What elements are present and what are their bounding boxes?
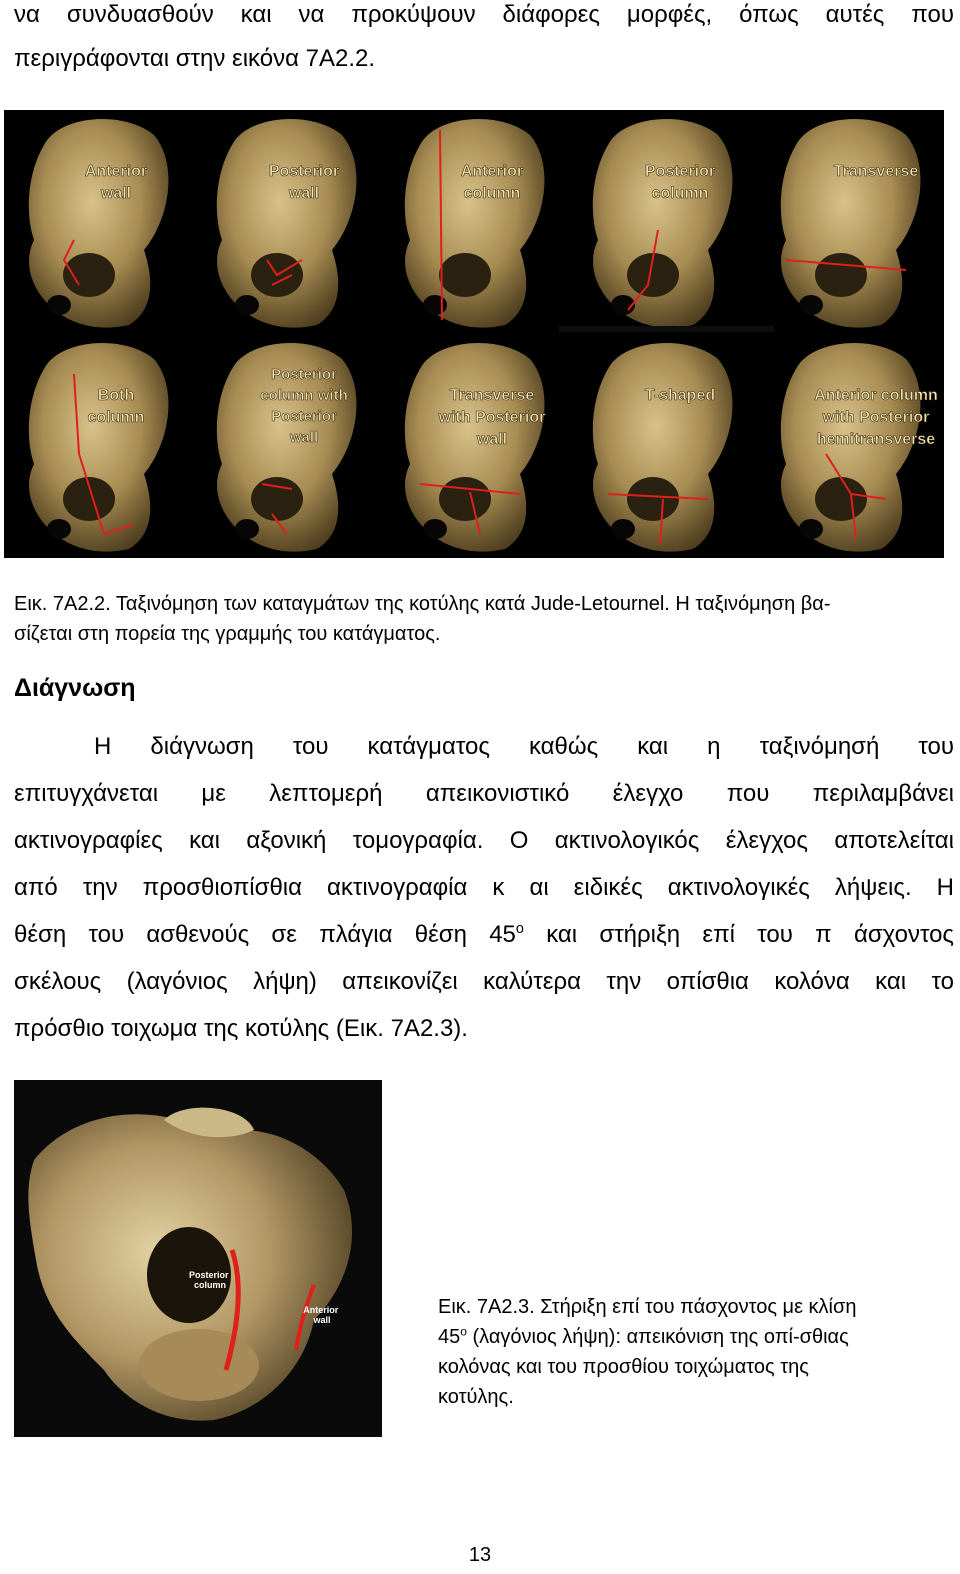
fracture-type-image — [405, 343, 546, 552]
fracture-type-label-line: column — [651, 185, 709, 202]
fracture-type-label-line: Anterior — [460, 163, 524, 180]
fracture-type-label-line: wall — [476, 431, 508, 448]
acetabulum — [63, 253, 115, 297]
fracture-type-label-line: Posterior — [644, 163, 716, 180]
pelvis-render — [781, 119, 921, 328]
section-heading: Διάγνωση — [14, 674, 136, 702]
pelvis-render — [29, 119, 169, 328]
acetabulum — [815, 477, 867, 521]
obturator-foramen — [611, 519, 635, 539]
obturator-foramen — [423, 295, 447, 315]
figure2-caption-line-3: κολόνας και του προσθίου τοιχώματος της — [438, 1356, 809, 1378]
fracture-type-label-line: Posterior — [271, 366, 337, 383]
figure-caption-line-1: Εικ. 7Α2.2. Ταξινόμηση των καταγμάτων της κοτύλης κατά Jude-Letournel. Η ταξινόμηση βα- — [14, 593, 831, 615]
acetabulum — [439, 477, 491, 521]
fracture-type-label-line: wall — [288, 185, 320, 202]
fracture-type-image — [593, 343, 733, 552]
fracture-type-label-line: Anterior column — [814, 387, 938, 404]
fracture-type-image — [29, 119, 169, 328]
fracture-type-label-line: Posterior — [271, 408, 337, 425]
fracture-type-label-line: Anterior — [84, 163, 148, 180]
pelvis-render — [29, 343, 169, 552]
fracture-type-label — [834, 163, 919, 180]
posterior-column-label — [189, 1270, 231, 1290]
intro-line-2: περιγράφονται στην εικόνα 7Α2.2. — [14, 45, 376, 72]
obturator-foramen — [423, 519, 447, 539]
pelvis-render — [593, 343, 733, 552]
pelvis-render — [217, 119, 357, 328]
pelvis-render — [405, 119, 545, 328]
fracture-type-label-line: column — [87, 409, 145, 426]
paragraph-line-4: από την προσθιοπίσθια ακτινογραφία κ αι ειδικές ακτινολογικές λήψεις. Η — [14, 874, 954, 901]
obturator-foramen — [47, 519, 71, 539]
fracture-type-image — [593, 119, 733, 328]
fracture-type-image — [29, 343, 169, 552]
fracture-type-image — [781, 343, 938, 552]
figure2-caption-line-2: $45^o$ (λαγόνιος λήψη): απεικόνιση της οπί-σθιας — [438, 1324, 849, 1348]
posterior-column-label-2: column — [193, 1280, 227, 1290]
figure2-caption — [438, 1292, 938, 1412]
paragraph-line-2: επιτυγχάνεται με λεπτομερή απεικονιστικό έλεγχο που περιλαμβάνει — [14, 780, 954, 807]
fracture-type-image — [217, 119, 357, 328]
fracture-type-label-line: Transverse — [833, 163, 919, 180]
paragraph-line-3: ακτινογραφίες και αξονική τομογραφία. Ο ακτινολογικός έλεγχος αποτελείται — [14, 827, 954, 854]
pelvis-render — [405, 343, 545, 552]
ischium-shape — [139, 1329, 259, 1401]
obturator-foramen — [235, 519, 259, 539]
anterior-wall-label-2: wall — [313, 1315, 331, 1325]
paragraph-line-1: Η διάγνωση του κατάγματος καθώς και η ταξινόμησή του — [94, 733, 954, 760]
fracture-classification-grid — [4, 110, 944, 558]
fracture-type-image — [781, 119, 921, 328]
fracture-type-label-line: with Posterior — [822, 409, 930, 426]
acetabulum — [251, 477, 303, 521]
fracture-type-label-line: Posterior — [268, 163, 340, 180]
fracture-type-label-line: wall — [100, 185, 132, 202]
obturator-foramen — [235, 295, 259, 315]
fracture-type-image — [405, 119, 545, 328]
fracture-type-image — [217, 343, 357, 552]
anterior-wall-label-1: Anterior — [303, 1305, 339, 1315]
acetabulum — [627, 477, 679, 521]
grid-divider — [559, 326, 774, 332]
acetabulum — [815, 253, 867, 297]
fracture-type-label-line: wall — [289, 429, 319, 446]
intro-line-1: να συνδυασθούν και να προκύψουν διάφορες μορφές, όπως αυτές που — [14, 1, 954, 28]
fracture-type-label — [814, 387, 938, 448]
fracture-type-label-line: column with — [260, 387, 348, 404]
obturator-foramen — [47, 295, 71, 315]
fracture-type-label-line: T-shaped — [644, 387, 716, 404]
paragraph-line-7: πρόσθιο τοιχωμα της κοτύλης (Εικ. 7Α2.3). — [14, 1015, 468, 1042]
paragraph-line-6: σκέλους (λαγόνιος λήψη) απεικονίζει καλύτερα την οπίσθια κολόνα και το — [14, 968, 954, 995]
fracture-type-label-line: hemitransverse — [816, 431, 936, 448]
fracture-classification-figure — [4, 110, 944, 558]
posterior-column-label-1: Posterior — [188, 1270, 229, 1280]
figure2-caption-line-1: Εικ. 7Α2.3. Στήριξη επί του πάσχοντος με κλίση — [438, 1296, 857, 1318]
fracture-type-label-line: Transverse — [449, 387, 535, 404]
pelvis-render — [593, 119, 733, 328]
fracture-type-label — [645, 387, 715, 404]
iliac-view-ct-svg — [14, 1080, 382, 1437]
paragraph-line-5: θέση του ασθενούς σε πλάγια θέση $45^o$ και στήριξη επί του π άσχοντος — [14, 921, 955, 948]
page-number: 13 — [468, 1544, 492, 1566]
fracture-type-label-line: Both — [97, 387, 135, 404]
fracture-type-label-line: column — [463, 185, 521, 202]
figure-caption-line-2: σίζεται στη πορεία της γραμμής του κατάγματος. — [14, 623, 441, 645]
fracture-type-label-line: with Posterior — [438, 409, 546, 426]
obturator-foramen — [799, 519, 823, 539]
figure2-caption-line-4: κοτύλης. — [438, 1386, 514, 1408]
iliac-view-ct-image — [14, 1080, 382, 1437]
acetabulum — [439, 253, 491, 297]
obturator-foramen — [799, 295, 823, 315]
